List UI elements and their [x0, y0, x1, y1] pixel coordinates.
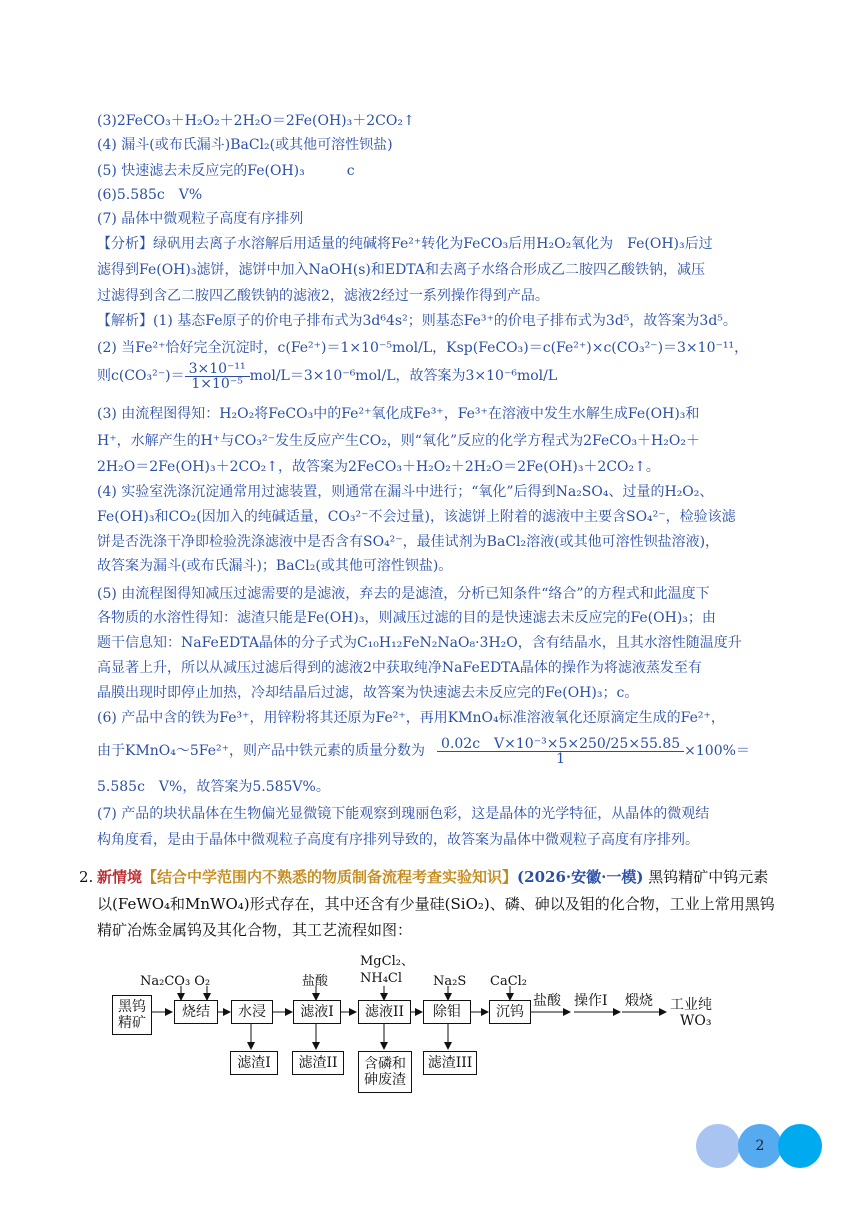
mass-fraction-numerator: 0.02c V×10⁻³×5×250/25×55.85	[437, 737, 684, 752]
answer-7: (7) 晶体中微观粒子高度有序排列	[97, 211, 304, 227]
explanation-line-8: Fe(OH)₃和CO₂(因加入的纯碱适量，CO₃²⁻不会过量)，该滤饼上附着的滤液中主要含SO₄²⁻，检验该滤	[97, 509, 736, 525]
input-nh4cl: NH₄Cl	[360, 971, 403, 986]
explanation-line-17	[97, 735, 750, 767]
tail-operation-1: 操作I	[574, 993, 608, 1009]
explanation-line-6: 2H₂O＝2Fe(OH)₃＋2CO₂↑，故答案为2FeCO₃＋H₂O₂＋2H₂O＝2Fe(OH)₃＋2CO₂↑。	[97, 459, 660, 475]
page-number: 2	[755, 1138, 765, 1154]
tail-hcl: 盐酸	[533, 993, 561, 1009]
ksp-prefix: 则c(CO₃²⁻)＝	[97, 368, 185, 384]
analysis-line-2: 滤得到Fe(OH)₃滤饼，滤饼中加入NaOH(s)和EDTA和去离子水络合形成乙二胺四乙酸铁钠，减压	[97, 262, 705, 278]
step-filtrate-2: 滤液II	[358, 1000, 411, 1024]
source-tag: (2026·安徽·一模)	[517, 868, 644, 886]
input-cacl2: CaCl₂	[490, 974, 528, 989]
step-ore-line-1: 黑钨	[118, 999, 146, 1015]
step-roast: 烧结	[174, 1000, 218, 1024]
mass-fraction	[437, 737, 684, 766]
page-circle-3	[778, 1124, 822, 1168]
product-line-2: WO₃	[680, 1013, 712, 1029]
explanation-line-20: 构角度看，是由于晶体中微观粒子高度有序排列导致的，故答案为晶体中微观粒子高度有序排列。	[97, 832, 699, 848]
explanation-line-12: 各物质的水溶性得知：滤渣只能是Fe(OH)₃，则减压过滤的目的是快速滤去未反应完的Fe(OH)₃；由	[97, 610, 716, 626]
product-line-1: 工业纯	[670, 997, 712, 1013]
residue-p-as-line-2: 砷废渣	[364, 1072, 406, 1088]
explanation-line-13: 题干信息知：NaFeEDTA晶体的分子式为C₁₀H₁₂FeN₂NaO₈·3H₂O，含有结晶水，且其水溶性随温度升	[97, 635, 742, 651]
tail-calcine: 煅烧	[625, 993, 653, 1009]
ksp-denominator: 1×10⁻⁵	[191, 375, 243, 392]
question-2-intro: 黑钨精矿中钨元素	[648, 868, 769, 886]
explanation-line-4: (3) 由流程图得知：H₂O₂将FeCO₃中的Fe²⁺氧化成Fe³⁺，Fe³⁺在溶液中发生水解生成Fe(OH)₃和	[97, 406, 700, 422]
question-2-line-1	[79, 866, 769, 888]
step-leach: 水浸	[231, 1000, 273, 1024]
explanation-line-11: (5) 由流程图得知减压过滤需要的是滤液，弃去的是滤渣，分析已知条件“络合”的方程式和此温度下	[97, 586, 710, 602]
process-flow-diagram	[100, 952, 740, 1102]
explanation-line-19: (7) 产品的块状晶体在生物偏光显微镜下能观察到瑰丽色彩，这是晶体的光学特征，从晶体的微观结	[97, 806, 710, 822]
explanation-line-16: (6) 产品中含的铁为Fe³⁺，用锌粉将其还原为Fe²⁺，再用KMnO₄标准溶液氧化还原滴定生成的Fe²⁺，	[97, 710, 725, 726]
new-context-tag: 新情境	[97, 868, 143, 886]
ksp-fraction	[185, 362, 250, 391]
mass-fraction-denominator: 1	[556, 750, 566, 767]
explanation-line-15: 晶膜出现时即停止加热，冷却结晶后过滤，故答案为快速滤去未反应完的Fe(OH)₃；c。	[97, 685, 639, 701]
answer-3: (3)2FeCO₃＋H₂O₂＋2H₂O＝2Fe(OH)₃＋2CO₂↑	[97, 113, 415, 129]
analysis-line-1: 【分析】绿矾用去离子水溶解后用适量的纯碱将Fe²⁺转化为FeCO₃后用H₂O₂氧化为 Fe(OH)₃后过	[97, 236, 713, 252]
input-na2co3-o2: Na₂CO₃ O₂	[140, 974, 211, 989]
explanation-line-10: 故答案为漏斗(或布氏漏斗)；BaCl₂(或其他可溶性钡盐)。	[97, 558, 453, 574]
explanation-line-14: 高显著上升，所以从减压过滤后得到的滤液2中获取纯净NaFeEDTA晶体的操作为将滤液蒸发至有	[97, 660, 702, 676]
topic-tag: 【结合中学范围内不熟悉的物质制备流程考查实验知识】	[142, 868, 518, 886]
explanation-line-9: 饼是否洗涤干净即检验洗涤滤液中是否含有SO₄²⁻，最佳试剂为BaCl₂溶液(或其他可溶性钡盐溶液)，	[97, 534, 720, 550]
step-remove-mo: 除钼	[423, 1000, 471, 1024]
explanation-line-3	[97, 360, 557, 392]
mass-fraction-prefix: 由于KMnO₄～5Fe²⁺，则产品中铁元素的质量分数为	[97, 743, 426, 759]
explanation-line-18: 5.585c V%，故答案为5.585V%。	[97, 779, 330, 795]
input-hcl: 盐酸	[302, 974, 329, 989]
step-ore-line-2: 精矿	[118, 1015, 146, 1031]
residue-3: 滤渣III	[423, 1051, 477, 1075]
explanation-line-5: H⁺，水解产生的H⁺与CO₃²⁻发生反应产生CO₂，则“氧化”反应的化学方程式为2FeCO₃＋H₂O₂＋	[97, 433, 700, 449]
page-circle-1	[696, 1124, 740, 1168]
mass-fraction-suffix: ×100%＝	[684, 743, 750, 759]
answer-4: (4) 漏斗(或布氏漏斗)BaCl₂(或其他可溶性钡盐)	[97, 137, 393, 153]
step-filtrate-1: 滤液I	[293, 1000, 341, 1024]
residue-p-as	[358, 1051, 412, 1093]
answer-6: (6)5.585c V%	[97, 187, 203, 203]
residue-1: 滤渣I	[230, 1051, 278, 1075]
answer-5: (5) 快速滤去未反应完的Fe(OH)₃ c	[97, 163, 355, 179]
page-circle-2	[738, 1124, 782, 1168]
ksp-numerator: 3×10⁻¹¹	[185, 362, 250, 377]
input-mgcl2: MgCl₂、	[360, 954, 414, 969]
residue-2: 滤渣II	[292, 1051, 344, 1075]
explanation-line-2: (2) 当Fe²⁺恰好完全沉淀时，c(Fe²⁺)＝1×10⁻⁵mol/L，Ksp(FeCO₃)＝c(Fe²⁺)×c(CO₃²⁻)＝3×10⁻¹¹，	[97, 340, 749, 356]
input-na2s: Na₂S	[433, 974, 467, 989]
residue-p-as-line-1: 含磷和	[364, 1056, 406, 1072]
ksp-suffix: mol/L＝3×10⁻⁶mol/L，故答案为3×10⁻⁶mol/L	[249, 368, 558, 384]
step-precipitate-w: 沉钨	[489, 1000, 531, 1024]
analysis-line-3: 过滤得到含乙二胺四乙酸铁钠的滤液2，滤液2经过一系列操作得到产品。	[97, 288, 549, 304]
question-2-line-2: 以(FeWO₄和MnWO₄)形式存在，其中还含有少量硅(SiO₂)、磷、砷以及钼的化合物，工业上常用黑钨	[97, 895, 775, 913]
question-2-line-3: 精矿冶炼金属钨及其化合物，其工艺流程如图：	[97, 921, 413, 939]
step-ore	[112, 995, 152, 1035]
explanation-line-1: 【解析】(1) 基态Fe原子的价电子排布式为3d⁶4s²；则基态Fe³⁺的价电子排布式为3d⁵，故答案为3d⁵。	[97, 313, 737, 329]
question-number: 2.	[79, 868, 94, 886]
explanation-line-7: (4) 实验室洗涤沉淀通常用过滤装置，则通常在漏斗中进行；“氧化”后得到Na₂SO₄、过量的H₂O₂、	[97, 484, 714, 500]
